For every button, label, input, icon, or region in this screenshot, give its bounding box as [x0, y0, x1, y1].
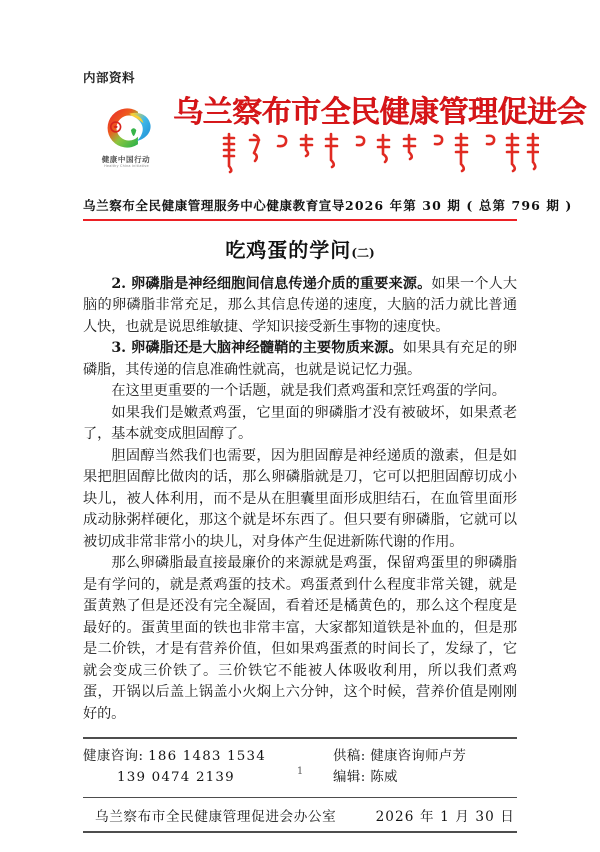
paragraph-3	[83, 338, 517, 381]
contact-divider-top	[83, 737, 517, 739]
issue-publisher: 乌兰察布全民健康管理服务中心健康教育宣导	[83, 197, 346, 213]
contributor-label: 供稿:	[333, 748, 366, 764]
masthead-red-divider	[83, 219, 517, 221]
healthy-china-logo	[83, 97, 169, 168]
paragraph-boiling	[83, 403, 517, 446]
consult-phone-2: 139 0474 2139	[117, 769, 235, 785]
internal-material-label: 内部资料	[83, 70, 136, 85]
paragraph-cholesterol-text: 胆固醇当然我们也需要，因为胆固醇是神经递质的激素，但是如果把胆固醇比做肉的话，那么卵磷脂就是刀，它可以把胆固醇切成小块儿，被人体利用，而不是从在胆囊里面形成胆结石，在血管里面形成动脉粥样硬化，那这个就是坏东西了。但只要有卵磷脂，它就可以被切成非常非常小的块儿，对身体产生促进新陈代谢的作用。	[83, 447, 517, 550]
article-title-suffix: (二)	[351, 245, 375, 260]
article-body	[83, 274, 517, 726]
paragraph-topic-text: 在这里更重要的一个话题，就是我们煮鸡蛋和烹饪鸡蛋的学问。	[111, 383, 506, 400]
consult-phone-1: 186 1483 1534	[148, 748, 266, 764]
page-number: 1	[296, 766, 304, 777]
paragraph-lecithin-source	[83, 553, 517, 725]
article-title-main: 吃鸡蛋的学问	[225, 237, 352, 262]
contributor-value: 健康咨询师卢芳	[370, 748, 467, 764]
logo-cn-text: 健康中国行动	[101, 154, 151, 164]
issue-number: 2026 年第 30 期 ( 总第 796 期 )	[345, 197, 573, 213]
paragraph-cholesterol	[83, 446, 517, 554]
logo-en-text: Healthy China Initiative	[103, 163, 149, 168]
mongolian-script-glyphs	[221, 130, 539, 174]
contributor-row	[333, 746, 517, 767]
masthead-text-block	[169, 94, 586, 175]
editor-value: 陈威	[370, 769, 398, 785]
colophon	[83, 798, 517, 831]
paragraph-3-lead: 3. 卵磷脂还是大脑神经髓鞘的主要物质来源。	[111, 340, 403, 357]
paragraph-3-text: 如果具有充足的卵磷脂，其传递的信息准确性就高，也就是说记忆力强。	[83, 340, 517, 378]
contact-phone-row-1	[83, 746, 333, 767]
paragraph-2-lead: 2. 卵磷脂是神经细胞间信息传递介质的重要来源。	[111, 275, 432, 292]
article-title	[83, 238, 517, 262]
issue-line	[83, 196, 573, 214]
page-content	[83, 0, 586, 833]
masthead	[83, 94, 586, 187]
consult-label: 健康咨询:	[83, 748, 144, 764]
mongolian-title	[221, 130, 539, 174]
paragraph-2-text: 如果一个人大脑的卵磷脂非常充足，那么其信息传递的速度，大脑的活力就比普通人快，也就是说思维敏捷、学知识接受新生事物的速度快。	[83, 275, 518, 335]
paragraph-2	[83, 274, 517, 339]
colophon-office: 乌兰察布市全民健康管理促进会办公室	[95, 809, 337, 826]
colophon-divider-bottom	[83, 831, 517, 833]
colophon-date: 2026 年 1 月 30 日	[375, 809, 515, 826]
paragraph-lecithin-source-text: 那么卵磷脂最直接最廉价的来源就是鸡蛋，保留鸡蛋里的卵磷脂是有学问的，就是煮鸡蛋的技术。鸡蛋煮到什么程度非常关键，就是蛋黄熟了但是还没有完全凝固，看着还是橘黄色的，那么这个程度是最好的。蛋黄里面的铁也非常丰富，大家都知道铁是补血的，但是那是二价铁，才是有营养价值，但如果鸡蛋煮的时间长了，发绿了，它就会变成三价铁了。三价铁它不能被人体吸收利用，所以我们煮鸡蛋，开锅以后盖上锅盖小火焖上六分钟，这个时候，营养价值是刚刚好的。	[83, 555, 517, 722]
editor-label: 编辑:	[333, 769, 366, 785]
paragraph-boiling-text: 如果我们是嫩煮鸡蛋，它里面的卵磷脂才没有被破坏，如果煮老了，基本就变成胆固醇了。	[83, 404, 517, 443]
organization-title: 乌兰察布市全民健康管理促进会	[173, 94, 586, 130]
paragraph-topic	[83, 381, 517, 403]
logo-swoosh-icon	[98, 103, 154, 153]
